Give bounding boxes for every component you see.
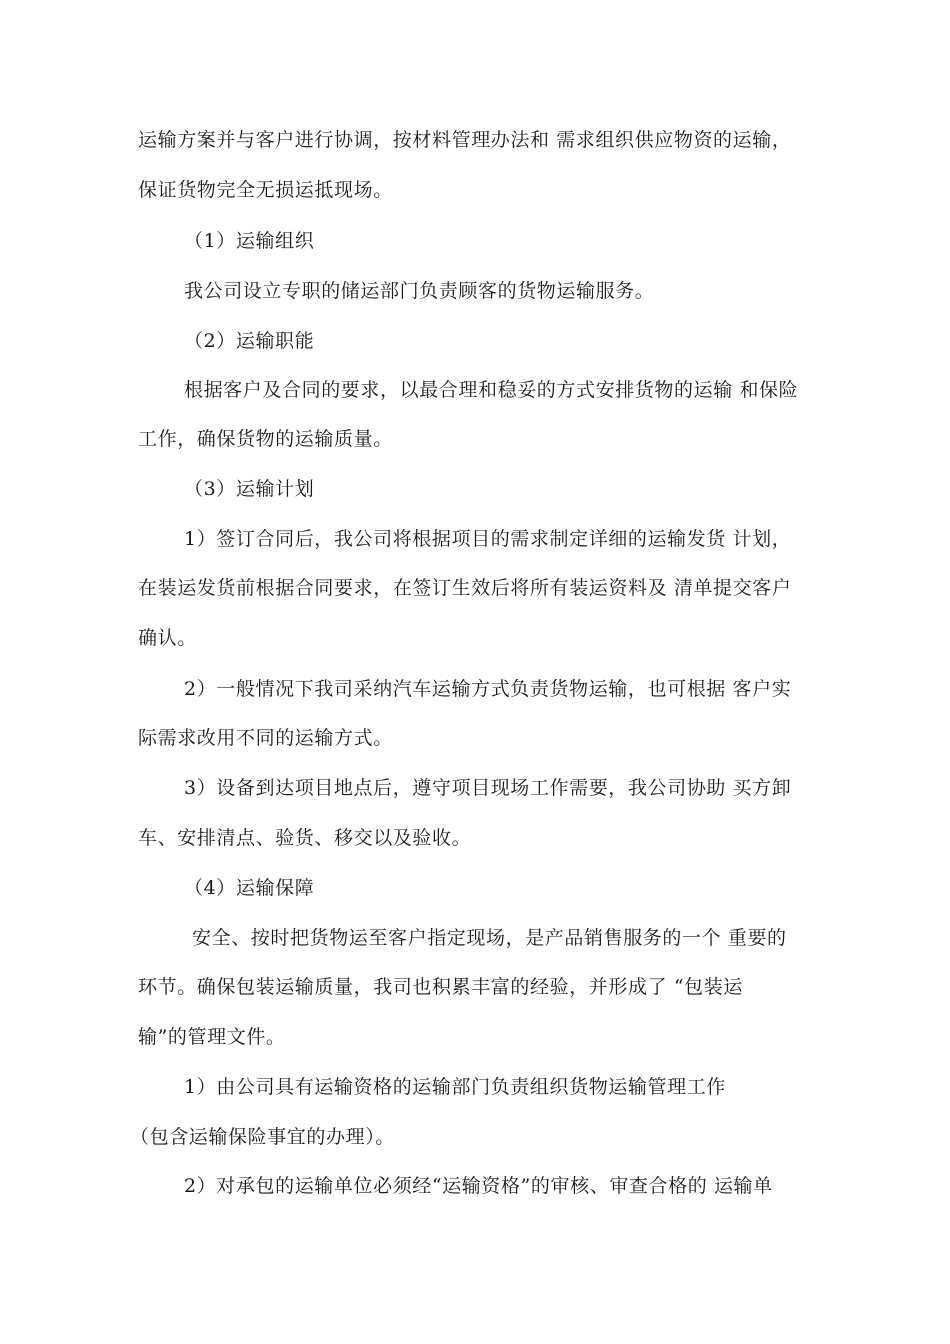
section-heading: （3）运输计划 [184,478,315,500]
text-line: 环节。确保包装运输质量，我司也积累丰富的经验，并形成了 “包装运 [138,976,743,998]
text-line: 确认。 [138,627,197,649]
text-line: 际需求改用不同的运输方式。 [138,727,393,749]
text-line: （包含运输保险事宜的办理）。 [130,1126,395,1148]
section-heading: （4）运输保障 [184,877,315,899]
text-line: 根据客户及合同的要求，以最合理和稳妥的方式安排货物的运输 和保险 [184,379,799,401]
text-line: 2）对承包的运输单位必须经“运输资格”的审核、审查合格的 运输单 [184,1175,773,1197]
text-line: 2）一般情况下我司采纳汽车运输方式负责货物运输，也可根据 客户实 [184,678,792,700]
section-heading: （2）运输职能 [184,330,315,352]
section-heading: （1）运输组织 [184,230,315,252]
text-line: 保证货物完全无损运抵现场。 [138,179,393,201]
text-line: 3）设备到达项目地点后，遵守项目现场工作需要，我公司协助 买方卸 [184,777,792,799]
text-line: 输”的管理文件。 [138,1026,286,1048]
text-line: 车、安排清点、验货、移交以及验收。 [138,827,472,849]
text-line: 在装运发货前根据合同要求，在签订生效后将所有装运资料及 清单提交客户 [138,577,792,599]
text-line: 我公司设立专职的储运部门负责顾客的货物运输服务。 [184,280,655,302]
text-line: 1）签订合同后，我公司将根据项目的需求制定详细的运输发货 计划， [184,528,792,550]
text-line: 运输方案并与客户进行协调，按材料管理办法和 需求组织供应物资的运输， [138,129,792,151]
text-line: 工作，确保货物的运输质量。 [138,428,393,450]
text-line: 1）由公司具有运输资格的运输部门负责组织货物运输管理工作 [184,1076,726,1098]
text-line: 安全、按时把货物运至客户指定现场，是产品销售服务的一个 重要的 [192,927,787,949]
